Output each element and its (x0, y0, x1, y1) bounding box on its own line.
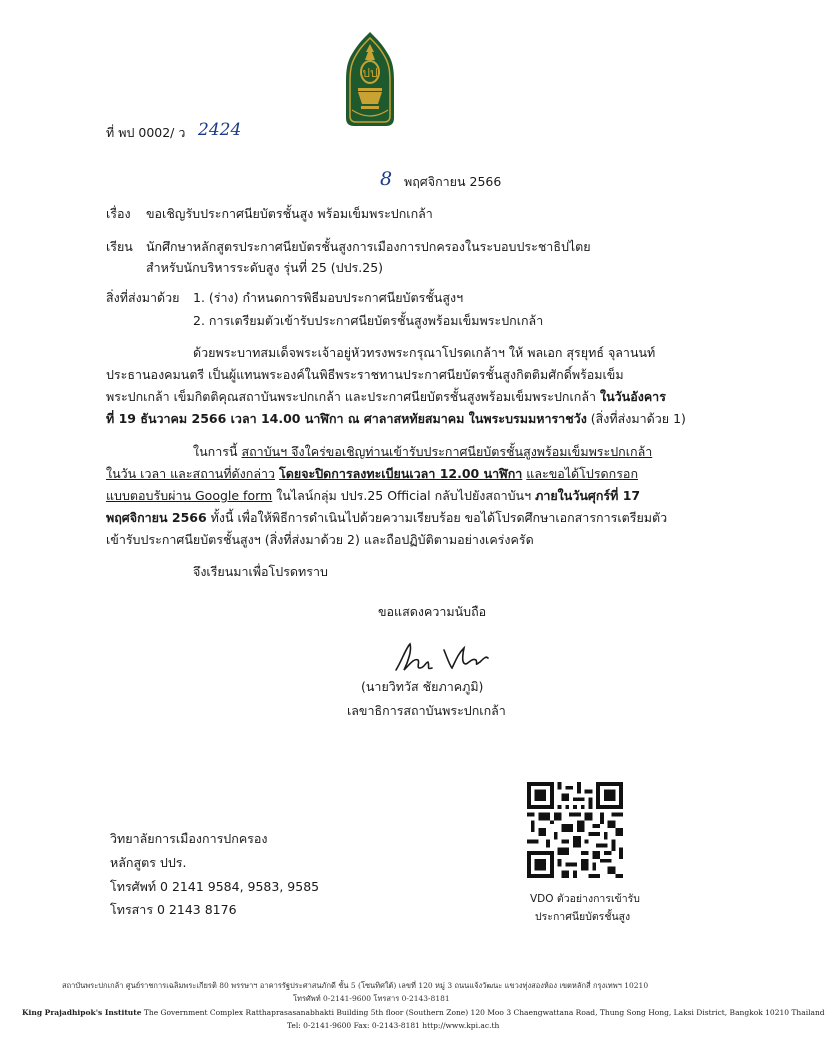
signer-title: เลขาธิการสถาบันพระปกเกล้า (347, 703, 506, 718)
recipient-line-1: นักศึกษาหลักสูตรประกาศนียบัตรชั้นสูงการเมืองการปกครองในระบอบประชาธิปไตย (146, 239, 591, 254)
contact-fax: โทรสาร 0 2143 8176 (110, 902, 237, 917)
signature-icon (392, 640, 492, 676)
signer-name: (นายวิทวัส ชัยภาคภูมิ) (361, 679, 484, 694)
date-month-year: พฤศจิกายน 2566 (404, 174, 502, 189)
enclosure-item-2: 2. การเตรียมตัวเข้ารับประกาศนียบัตรชั้นสูงพร้อมเข็มพระปกเกล้า (193, 313, 544, 328)
paragraph-2-line-1: ในการนี้ สถาบันฯ จึงใคร่ขอเชิญท่านเข้ารับประกาศนียบัตรชั้นสูงพร้อมเข็มพระปกเกล้า (193, 444, 653, 459)
paragraph-2-line-2: ในวัน เวลา และสถานที่ดังกล่าว โดยจะปิดการลงทะเบียนเวลา 12.00 นาฬิกา และขอได้โปรดกรอก (106, 466, 639, 481)
subject-label: เรื่อง (106, 206, 131, 221)
contact-program: หลักสูตร ปปร. (110, 855, 187, 870)
recipient-line-2: สำหรับนักบริหารระดับสูง รุ่นที่ 25 (ปปร.25) (146, 260, 384, 275)
footer-contact-english: Tel: 0-2141-9600 Fax: 0-2143-8181 http://www.kpi.ac.th (287, 1021, 500, 1030)
paragraph-1-line-4: ที่ 19 ธันวาคม 2566 เวลา 14.00 นาฬิกา ณ ศาลาสหทัยสมาคม ในพระบรมมหาราชวัง (สิ่งที่ส่งมาด้วย 1) (106, 411, 686, 426)
paragraph-1-line-1: ด้วยพระบาทสมเด็จพระเจ้าอยู่หัวทรงพระกรุณาโปรดเกล้าฯ ให้ พลเอก สุรยุทธ์ จุลานนท์ (193, 345, 656, 360)
reference-prefix: ที่ พป 0002/ ว (106, 125, 186, 140)
qr-caption-line-2: ประกาศนียบัตรชั้นสูง (535, 911, 631, 923)
enclosure-label: สิ่งที่ส่งมาด้วย (106, 290, 180, 305)
contact-org: วิทยาลัยการเมืองการปกครอง (110, 831, 268, 846)
footer-address-english: King Prajadhipok's Institute The Government Complex Ratthaprasasanabhakti Building 5th floor (Southern Zone) 120 Moo 3 Chaengwattana Road, Thung Song Hong, Laksi District, Bangkok 10210 Thailand (22, 1008, 825, 1017)
kpi-emblem-icon (344, 30, 396, 130)
footer-contact-thai: โทรศัพท์ 0-2141-9600 โทรสาร 0-2143-8181 (293, 994, 450, 1003)
qr-caption-line-1: VDO ตัวอย่างการเข้ารับ (530, 893, 640, 905)
reference-number: 2424 (198, 120, 242, 140)
subject-text: ขอเชิญรับประกาศนียบัตรชั้นสูง พร้อมเข็มพระปกเกล้า (146, 206, 433, 221)
footer-address-thai: สถาบันพระปกเกล้า ศูนย์ราชการเฉลิมพระเกียรติ 80 พรรษาฯ อาคารรัฐประศาสนภักดี ชั้น 5 (โซนทิศใต้) เลขที่ 120 หมู่ 3 ถนนแจ้งวัฒนะ แขวงทุ่งสองห้อง เขตหลักสี่ กรุงเทพฯ 10210 (62, 981, 649, 990)
closing-line: จึงเรียนมาเพื่อโปรดทราบ (193, 564, 328, 579)
contact-phone: โทรศัพท์ 0 2141 9584, 9583, 9585 (110, 879, 320, 894)
regards-text: ขอแสดงความนับถือ (378, 604, 487, 619)
paragraph-2-line-3: แบบตอบรับผ่าน Google form ในไลน์กลุ่ม ปปร.25 Official กลับไปยังสถาบันฯ ภายในวันศุกร์ที่ 17 (106, 488, 641, 503)
recipient-label: เรียน (106, 239, 133, 254)
date-day: 8 (380, 168, 393, 190)
qr-code-icon[interactable] (527, 782, 623, 878)
paragraph-1-line-2: ประธานองคมนตรี เป็นผู้แทนพระองค์ในพิธีพระราชทานประกาศนียบัตรชั้นสูงกิตติมศักดิ์พร้อมเข็ม (106, 367, 624, 382)
paragraph-2-line-4: พฤศจิกายน 2566 ทั้งนี้ เพื่อให้พิธีการดำเนินไปด้วยความเรียบร้อย ขอได้โปรดศึกษาเอกสารการเตรียมตัว (106, 510, 668, 525)
paragraph-2-line-5: เข้ารับประกาศนียบัตรชั้นสูงฯ (สิ่งที่ส่งมาด้วย 2) และถือปฏิบัติตามอย่างเคร่งครัด (106, 532, 534, 547)
svg-text:ปป: ปป (362, 66, 378, 80)
enclosure-item-1: 1. (ร่าง) กำหนดการพิธีมอบประกาศนียบัตรชั้นสูงฯ (193, 290, 464, 305)
paragraph-1-line-3: พระปกเกล้า เข็มกิตติคุณสถาบันพระปกเกล้า และประกาศนียบัตรชั้นสูงพร้อมเข็มพระปกเกล้า ในวันอังคาร (106, 389, 666, 404)
